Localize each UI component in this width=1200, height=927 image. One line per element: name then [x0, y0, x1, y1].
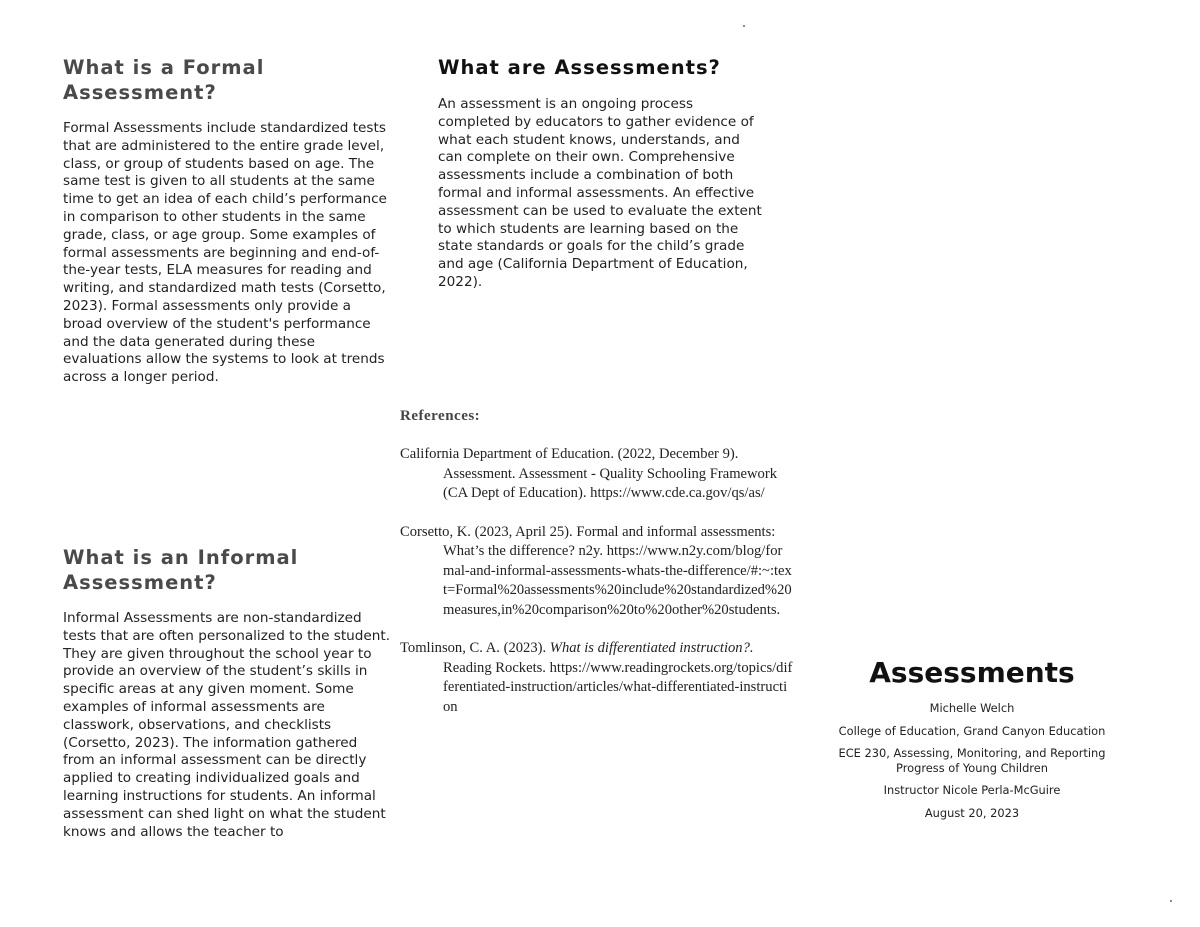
- informal-assessment-section: [63, 545, 393, 841]
- stray-dot: [1170, 900, 1172, 902]
- reference-item: [400, 639, 793, 717]
- formal-assessment-heading: What is a Formal Assessment?: [63, 56, 265, 104]
- reference-title: What is differentiated instruction?.: [549, 640, 754, 656]
- cover-college: College of Education, Grand Canyon Education: [838, 723, 1106, 738]
- formal-assessment-body: Formal Assessments include standardized tests that are administered to the entire grade level, class, or group of students based on age. The same test is given to all students at the same time to get an idea of each child’s performance in comparison to other students in the same grade, class, or age group. Some examples of formal assessments are beginning and end-of-the-year tests, ELA measures for reading and writing, and standardized math tests (Corsetto, 2023). Formal assessments only provide a broad overview of the student's performance and the data generated during these evaluations allow the systems to look at trends across a longer period.: [63, 120, 387, 386]
- reference-url[interactable]: https://www.n2y.com/blog/formal-and-informal-assessments-whats-the-difference/#:~:text=Formal%20assessments%20include%20standardized%20measures,in%20comparison%20to%20other%20students.: [443, 543, 792, 618]
- what-are-assessments-body: An assessment is an ongoing process completed by educators to gather evidence of what each student knows, understands, and can complete on their own. Comprehensive assessments include a combination of both formal and informal assessments. An effective assessment can be used to evaluate the extent to which students are learning based on the state standards or goals for the child’s grade and age (California Department of Education, 2022).: [438, 96, 762, 290]
- informal-assessment-body: Informal Assessments are non-standardized tests that are often personalized to the student. They are given throughout the school year to provide an overview of the student’s skills in specific areas at any given moment. Some examples of informal assessments are classwork, observations, and checklists (Corsetto, 2023). The information gathered from an informal assessment can be directly applied to creating individualized goals and learning instructions for students. An informal assessment can shed light on what the student knows and allows the teacher to: [63, 610, 391, 840]
- what-are-assessments-heading: What are Assessments?: [438, 56, 721, 79]
- reference-publisher: Reading Rockets.: [443, 659, 546, 676]
- reference-text: Corsetto, K. (2023, April 25). Formal and informal assessments: What’s the difference? n2y.: [400, 523, 776, 559]
- informal-assessment-heading: What is an Informal Assessment?: [63, 546, 299, 594]
- reference-url[interactable]: https://www.cde.ca.gov/qs/as/: [590, 485, 765, 501]
- cover-title: Assessments: [869, 656, 1075, 689]
- reference-url[interactable]: https://www.readingrockets.org/topics/differentiated-instruction/articles/what-differentiated-instruction: [443, 659, 793, 715]
- references-heading: References:: [400, 408, 481, 424]
- cover-panel: [822, 656, 1122, 820]
- reference-item: [400, 445, 793, 504]
- formal-assessment-section: [63, 55, 393, 387]
- cover-course: ECE 230, Assessing, Monitoring, and Reporting Progress of Young Children: [838, 746, 1106, 775]
- reference-item: [400, 523, 793, 621]
- what-are-assessments-section: [438, 55, 763, 292]
- cover-author: Michelle Welch: [929, 701, 1015, 715]
- reference-text: California Department of Education. (2022, December 9). Assessment. Assessment - Quality Schooling Framework (CA Dept of Education).: [400, 446, 778, 501]
- references-section: [400, 408, 793, 717]
- reference-author: Tomlinson, C. A. (2023).: [400, 640, 547, 656]
- stray-dot: [743, 25, 745, 27]
- cover-instructor: Instructor Nicole Perla-McGuire: [883, 783, 1061, 797]
- cover-date: August 20, 2023: [924, 805, 1020, 820]
